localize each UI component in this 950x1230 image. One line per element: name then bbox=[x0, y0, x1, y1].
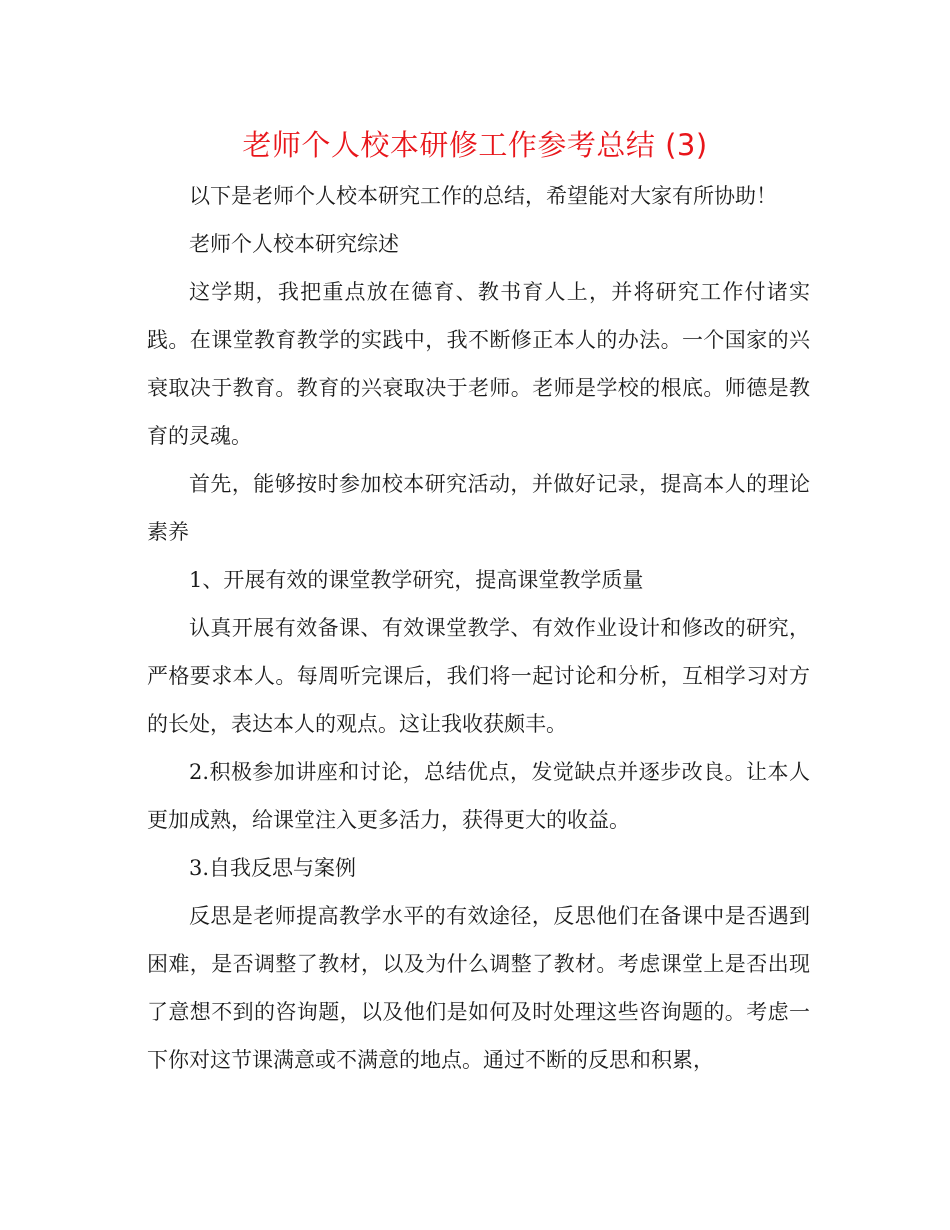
paragraph-first: 首先，能够按时参加校本研究活动，并做好记录，提高本人的理论素养 bbox=[147, 472, 810, 544]
paragraph-heading-summary: 老师个人校本研究综述 bbox=[189, 232, 399, 256]
paragraph-intro: 以下是老师个人校本研究工作的总结，希望能对大家有所协助！ bbox=[189, 184, 777, 208]
paragraph-semester: 这学期，我把重点放在德育、教书育人上，并将研究工作付诸实践。在课堂教育教学的实践中，我不断修正本人的办法。一个国家的兴衰取决于教育。教育的兴衰取决于老师。老师是学校的根底。师德是教育的灵魂。 bbox=[147, 280, 810, 448]
paragraph-item-1-detail: 认真开展有效备课、有效课堂教学、有效作业设计和修改的研究，严格要求本人。每周听完课后，我们将一起讨论和分析，互相学习对方的长处，表达本人的观点。这让我收获颇丰。 bbox=[147, 616, 810, 736]
document-title: 老师个人校本研修工作参考总结 (3) bbox=[242, 128, 708, 162]
paragraph-item-3: 3.自我反思与案例 bbox=[189, 856, 357, 880]
document-body bbox=[147, 172, 810, 1084]
paragraph-reflection: 反思是老师提高教学水平的有效途径，反思他们在备课中是否遇到困难，是否调整了教材，以及为什么调整了教材。考虑课堂上是否出现了意想不到的咨询题，以及他们是如何及时处理这些咨询题的。考虑一下你对这节课满意或不满意的地点。通过不断的反思和积累， bbox=[147, 904, 810, 1072]
paragraph-item-2: 2.积极参加讲座和讨论，总结优点，发觉缺点并逐步改良。让本人更加成熟，给课堂注入更多活力，获得更大的收益。 bbox=[147, 760, 810, 832]
paragraph-item-1: 1、开展有效的课堂教学研究，提高课堂教学质量 bbox=[189, 568, 644, 592]
